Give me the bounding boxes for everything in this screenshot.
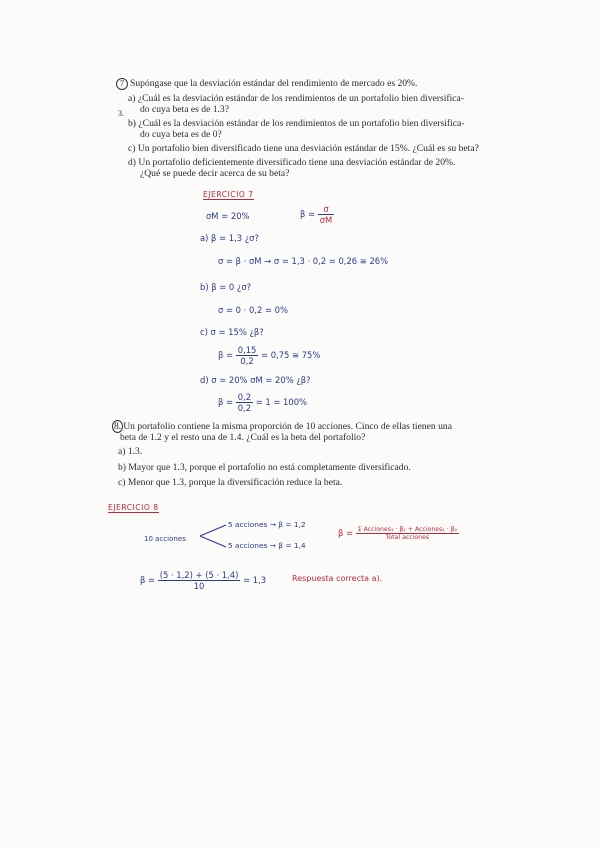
- q8-a-text: 1.3.: [127, 446, 143, 457]
- sol7-c-num: 0,15: [237, 345, 257, 355]
- sol7-formula-den: σM: [319, 215, 333, 225]
- sol8-calc-num: (5 · 1,2) + (5 · 1,4): [159, 570, 239, 580]
- sol7-d-line: d) σ = 20% σM = 20% ¿β?: [200, 375, 311, 385]
- branch-line-bottom: [200, 536, 226, 547]
- q8-c-label: c): [118, 477, 126, 488]
- sol7-d-den: 0,2: [237, 403, 252, 413]
- q8-b: [118, 462, 411, 474]
- q8-b-text: Mayor que 1.3, porque el portafolio no está completamente diversificado.: [128, 462, 411, 473]
- sol8-branch-bottom: 5 acciones → β = 1,4: [228, 541, 306, 550]
- q7-d-text-2: ¿Qué se puede decir acerca de su beta?: [140, 168, 290, 179]
- sol7-b-line: b) β = 0 ¿σ?: [200, 282, 252, 292]
- sol7-d-num: 0,2: [237, 392, 252, 402]
- q8-a-label: a): [118, 446, 126, 457]
- sol7-given: σM = 20%: [206, 211, 250, 221]
- q7-c: [128, 143, 479, 155]
- sol7-c-line: c) σ = 15% ¿β?: [200, 327, 264, 337]
- q8-b-label: b): [118, 462, 126, 473]
- sol7-formula: [300, 204, 334, 225]
- sol7-c-rhs: = 0,75 ≅ 75%: [261, 350, 321, 360]
- q7-number: 7: [116, 78, 128, 90]
- sol7-heading: EJERCICIO 7: [203, 190, 254, 199]
- sol8-formula-den: Total acciones: [385, 534, 430, 541]
- sol7-formula-num: σ: [318, 204, 335, 215]
- q7-d-label: d): [128, 157, 136, 168]
- q7-b-label: b): [128, 118, 136, 129]
- sol8-formula: [338, 526, 459, 541]
- q8-c-text: Menor que 1.3, porque la diversificación reduce la beta.: [127, 477, 343, 488]
- q7-stem-text: Supóngase que la desviación estándar del rendimiento de mercado es 20%.: [130, 78, 418, 89]
- q8-c: [118, 477, 342, 489]
- sol7-c-den: 0,2: [240, 356, 254, 366]
- sol7-d-lhs: β =: [218, 397, 234, 407]
- q7-b-text-1: ¿Cuál es la desviación estándar de los rendimientos de un portafolio bien diversifica-: [138, 118, 465, 129]
- margin-mark: 3.: [118, 109, 124, 118]
- sol7-c-lhs: β =: [218, 350, 234, 360]
- q7-a-text-1: ¿Cuál es la desviación estándar de los rendimientos de un portafolio bien diversifica-: [137, 93, 464, 104]
- q8-stem-1-text: Un portafolio contiene la misma proporción de 10 acciones. Cinco de ellas tienen una: [123, 421, 452, 432]
- sol8-calc-den: 10: [193, 581, 205, 591]
- q7-c-label: c): [128, 143, 136, 154]
- q8-number: 8.: [114, 421, 122, 432]
- q7-a-text-2: do cuya beta es de 1.3?: [140, 104, 229, 115]
- sol8-branch-top: 5 acciones → β = 1,2: [228, 520, 306, 529]
- sol8-formula-lhs: β =: [338, 528, 354, 538]
- sol8-calc-rhs: = 1,3: [243, 575, 267, 585]
- sol7-d-rhs: = 1 = 100%: [255, 397, 307, 407]
- q7-stem: [116, 78, 417, 90]
- sol8-total: 10 acciones: [144, 535, 186, 543]
- sol8-calc: [140, 570, 266, 591]
- sol7-formula-lhs: β =: [300, 209, 316, 219]
- branch-line-top: [200, 525, 226, 536]
- sol7-a-calc: σ = β · σM → σ = 1,3 · 0,2 = 0,26 ≅ 26%: [218, 256, 389, 266]
- sol7-b-calc: σ = 0 · 0,2 = 0%: [218, 305, 288, 315]
- q8-a: [118, 446, 142, 458]
- q7-b-text-2: do cuya beta es de 0?: [140, 129, 222, 140]
- sol8-heading: EJERCICIO 8: [108, 503, 159, 512]
- q7-c-text: Un portafolio bien diversificado tiene una desviación estándar de 15%. ¿Cuál es su beta?: [137, 143, 479, 154]
- q7-a-label: a): [128, 93, 136, 104]
- q8-stem-2: beta de 1.2 y el resto una de 1.4. ¿Cuál es la beta del portafolio?: [120, 432, 366, 443]
- sol8-formula-num: Σ Acciones₁ · β₁ + Acciones₂ · β₂: [357, 526, 458, 533]
- sol8-calc-lhs: β =: [140, 575, 156, 585]
- q7-d-text-1: Un portafolio deficientemente diversificado tiene una desviación estándar de 20%.: [138, 157, 456, 168]
- branch-lines: [198, 522, 228, 550]
- sol7-c-calc: [218, 345, 320, 366]
- sol8-answer: Respuesta correcta a).: [292, 574, 383, 583]
- sol7-d-calc: [218, 392, 307, 413]
- sol7-a-line: a) β = 1,3 ¿σ?: [200, 233, 259, 243]
